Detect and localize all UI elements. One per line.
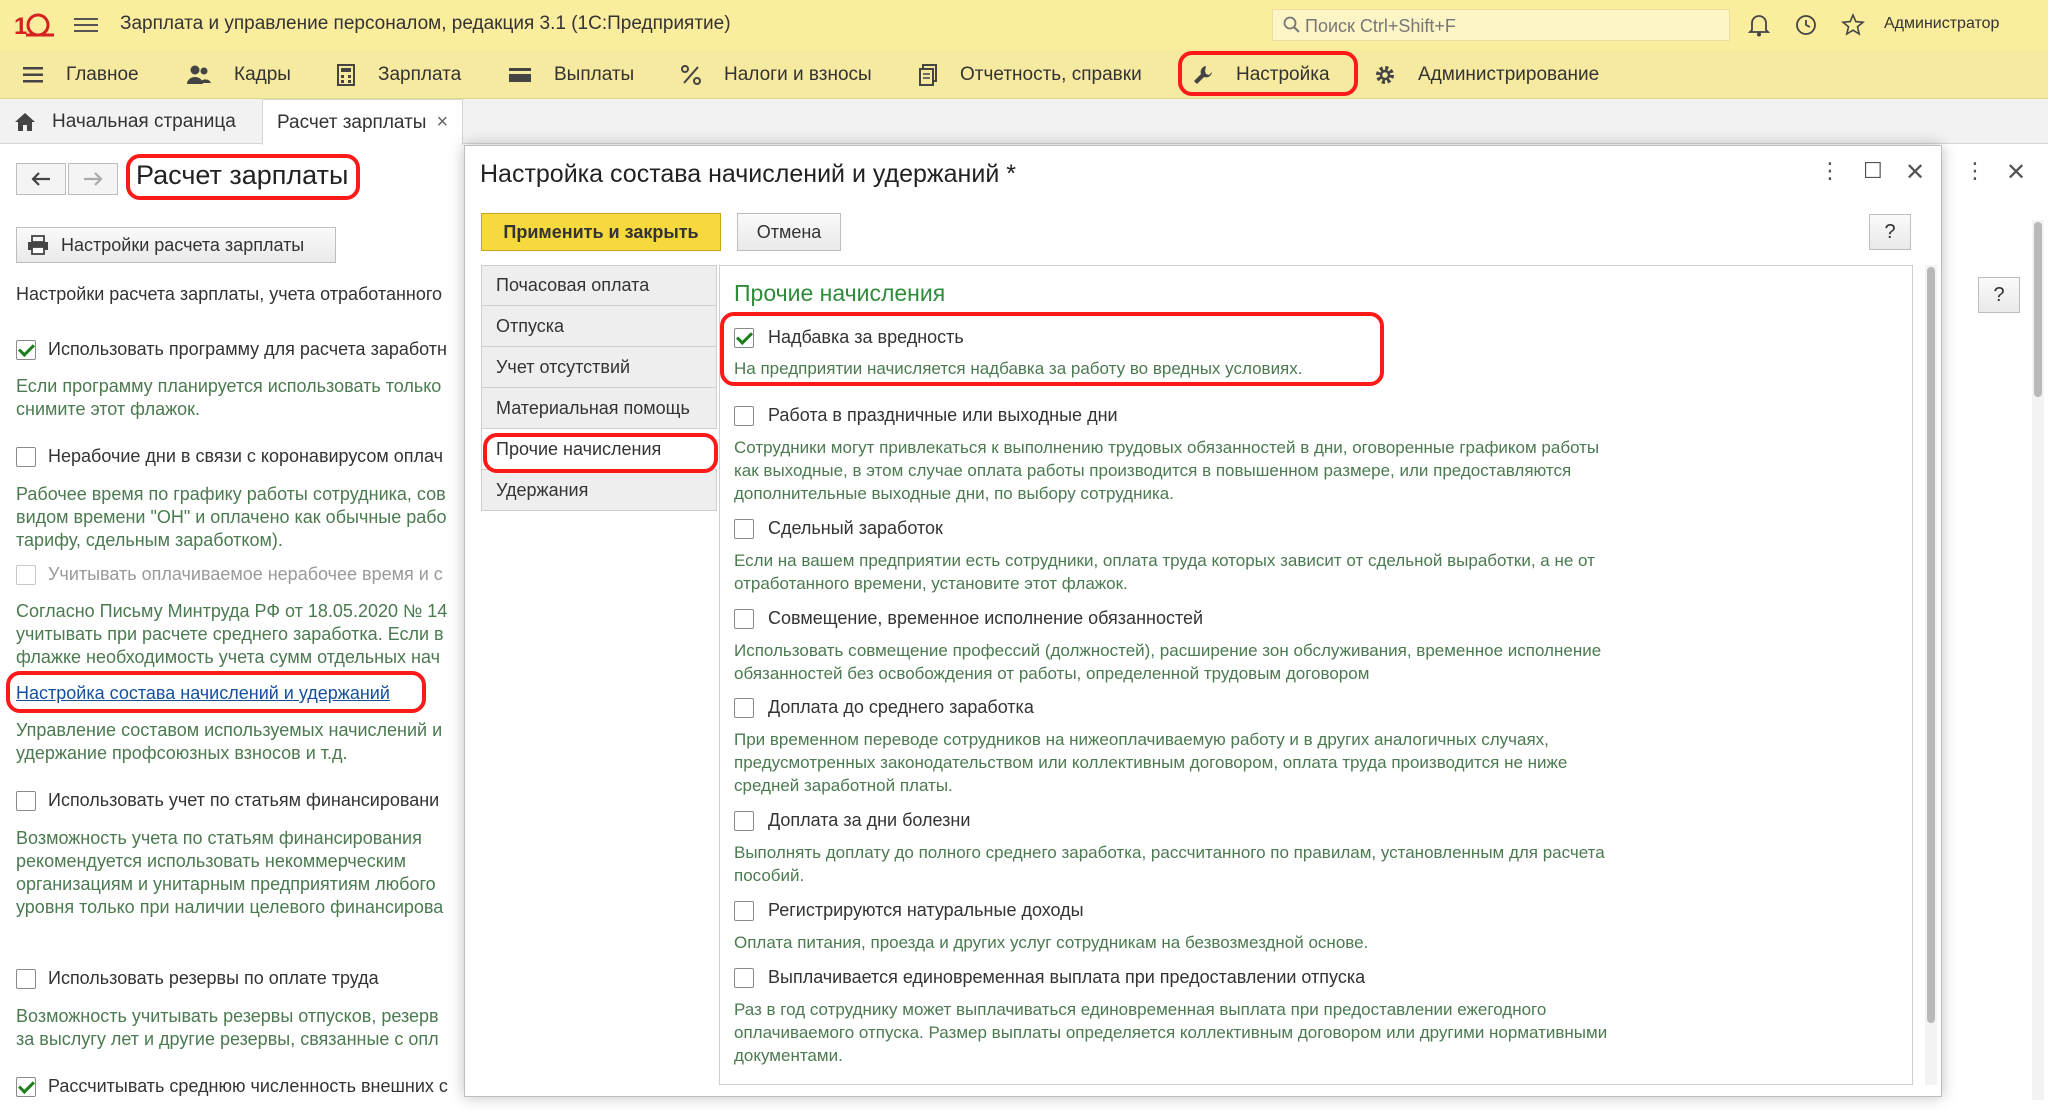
section-admin[interactable]	[1374, 50, 1599, 99]
printer-icon	[27, 235, 49, 255]
financing-desc: рекомендуется использовать некоммерческим	[16, 851, 407, 871]
vacation-lump-sum-checkbox[interactable]	[734, 968, 754, 988]
tab-deductions[interactable]: Удержания	[481, 470, 717, 511]
apply-and-close-button[interactable]: Применить и закрыть	[481, 213, 721, 251]
section-taxes[interactable]	[680, 50, 872, 99]
tab-hourly-pay[interactable]: Почасовая оплата	[481, 265, 717, 306]
paid-time-label: Учитывать оплачиваемое нерабочее время и с	[48, 564, 443, 584]
tab-vacations[interactable]: Отпуска	[481, 306, 717, 347]
option-desc: средней заработной платы.	[734, 776, 953, 795]
option-label: Работа в праздничные или выходные дни	[768, 405, 1118, 425]
holiday-work-checkbox[interactable]	[734, 406, 754, 426]
section-main[interactable]	[22, 50, 139, 99]
use-program-desc: Если программу планируется использовать только	[16, 376, 442, 396]
scrollbar-thumb[interactable]	[2034, 222, 2042, 397]
scrollbar[interactable]	[2032, 220, 2044, 1100]
history-icon[interactable]	[1793, 12, 1819, 38]
tab-label: Начальная страница	[52, 110, 236, 132]
open-windows-bar	[0, 99, 2048, 144]
current-user[interactable]: Администратор	[1884, 15, 2000, 32]
financing-desc: Возможность учета по статьям финансирования	[16, 828, 422, 848]
option-label: Выплачивается единовременная выплата при предоставлении отпуска	[768, 967, 1366, 987]
salary-calc-form	[0, 145, 470, 1111]
gear-icon	[1374, 64, 1396, 86]
option-label: Сдельный заработок	[768, 518, 943, 538]
option-desc: Если на вашем предприятии есть сотрудники, оплата труда которых зависит от сдельной выработки, а не от	[734, 551, 1595, 570]
maximize-icon[interactable]: ☐	[1863, 158, 1883, 183]
title-bar	[0, 0, 2048, 50]
section-label: Отчетность, справки	[960, 63, 1142, 85]
button-label: Настройки расчета зарплаты	[61, 234, 305, 255]
search-icon	[1283, 16, 1301, 34]
menu-icon	[22, 65, 44, 85]
arrow-right-icon	[83, 172, 103, 186]
people-icon	[186, 64, 212, 86]
salary-settings-button[interactable]	[16, 227, 336, 263]
section-hr[interactable]	[186, 50, 291, 99]
tab-salary-calc[interactable]	[262, 99, 463, 145]
app-title: Зарплата и управление персоналом, редакция 3.1 (1С:Предприятие)	[120, 13, 731, 34]
section-label: Администрирование	[1418, 63, 1600, 85]
svg-text:1: 1	[14, 13, 28, 40]
tab-label: Расчет зарплаты	[277, 111, 427, 133]
use-program-checkbox[interactable]	[16, 340, 36, 360]
option-desc: Использовать совмещение профессий (должностей), расширение зон обслуживания, временное исполнение	[734, 641, 1602, 660]
section-panel	[0, 50, 2048, 99]
covid-desc: тарифу, сдельным заработком).	[16, 530, 283, 550]
percent-icon	[680, 64, 702, 86]
option-label: Регистрируются натуральные доходы	[768, 900, 1084, 920]
help-button[interactable]: ?	[1978, 277, 2020, 313]
form-title: Расчет зарплаты	[136, 160, 349, 190]
in-kind-income-checkbox[interactable]	[734, 901, 754, 921]
scrollbar-thumb[interactable]	[1927, 267, 1935, 1023]
section-label: Выплаты	[554, 63, 635, 85]
forward-button[interactable]	[68, 163, 118, 195]
covid-desc: Рабочее время по графику работы сотрудника, сов	[16, 484, 446, 504]
use-program-desc: снимите этот флажок.	[16, 399, 201, 419]
option-desc: оплачиваемого отпуска. Размер выплаты определяется коллективным договором или другими нормативными	[734, 1023, 1608, 1042]
financing-desc: организациям и унитарным предприятиям любого	[16, 874, 436, 894]
search-placeholder: Поиск Ctrl+Shift+F	[1305, 16, 1456, 36]
more-icon[interactable]: ⋮	[1819, 158, 1841, 183]
covid-desc: видом времени "ОН" и оплачено как обычные рабо	[16, 507, 447, 527]
sick-days-topup-checkbox[interactable]	[734, 811, 754, 831]
close-icon[interactable]: ✕	[1905, 159, 1926, 186]
dialog-title: Настройка состава начислений и удержаний *	[480, 160, 1016, 188]
section-label: Главное	[66, 63, 139, 85]
close-tab-icon[interactable]: ×	[436, 111, 449, 133]
tab-other-accruals[interactable]: Прочие начисления	[481, 429, 717, 470]
arrow-left-icon	[31, 172, 51, 186]
paid-time-checkbox[interactable]	[16, 565, 36, 585]
section-label: Зарплата	[378, 63, 462, 85]
options-panel	[719, 265, 1913, 1085]
combination-checkbox[interactable]	[734, 609, 754, 629]
option-desc: документами.	[734, 1046, 843, 1065]
reserves-desc: Возможность учитывать резервы отпусков, резерв	[16, 1006, 439, 1026]
category-tabs	[481, 265, 717, 511]
option-desc: обязанностей без освобождения от работы, определенной трудовым договором	[734, 664, 1370, 683]
section-label: Кадры	[234, 63, 291, 85]
covid-label: Нерабочие дни в связи с коронавирусом оплач	[48, 446, 444, 466]
harmful-conditions-checkbox[interactable]	[734, 328, 754, 348]
help-button[interactable]: ?	[1869, 214, 1911, 250]
piecework-checkbox[interactable]	[734, 519, 754, 539]
use-program-label: Использовать программу для расчета заработн	[48, 339, 447, 359]
option-desc: Раз в год сотруднику может выплачиваться единовременная выплата при предоставлении ежегодного	[734, 1000, 1547, 1019]
option-label: Надбавка за вредность	[768, 327, 964, 347]
avg-count-label: Рассчитывать среднюю численность внешних с	[48, 1076, 448, 1096]
card-icon	[508, 66, 532, 84]
main-menu-icon[interactable]	[74, 14, 98, 36]
accruals-setup-link[interactable]: Настройка состава начислений и удержаний	[16, 683, 390, 703]
close-icon[interactable]: ✕	[2006, 159, 2027, 186]
link-desc: Управление составом используемых начислений и	[16, 720, 443, 740]
bell-icon[interactable]	[1746, 12, 1772, 38]
letter-text: флажке необходимость учета сумм отдельных нач	[16, 647, 440, 667]
option-desc: как выходные, в этом случае оплата работы производится в повышенном размере, или предоставляются	[734, 461, 1572, 480]
section-label: Настройка	[1236, 63, 1330, 85]
option-desc: Оплата питания, проезда и других услуг сотрудникам на безвозмездной основе.	[734, 933, 1369, 952]
tab-absences[interactable]: Учет отсутствий	[481, 347, 717, 388]
reserves-label: Использовать резервы по оплате труда	[48, 968, 379, 988]
section-settings[interactable]	[1192, 50, 1330, 99]
option-desc: отработанного времени, установите этот флажок.	[734, 574, 1128, 593]
option-label: Совмещение, временное исполнение обязанностей	[768, 608, 1204, 628]
wrench-icon	[1192, 64, 1214, 86]
section-payments[interactable]	[508, 50, 634, 99]
home-icon	[14, 112, 36, 132]
option-desc: дополнительные выходные дни, по выбору сотрудника.	[734, 484, 1174, 503]
tab-home[interactable]	[14, 99, 236, 144]
accruals-settings-dialog	[464, 145, 1942, 1097]
back-button[interactable]	[16, 163, 66, 195]
dialog-scrollbar[interactable]	[1925, 265, 1937, 1085]
search-input[interactable]	[1272, 9, 1730, 41]
intro-text: Настройки расчета зарплаты, учета отработанного	[16, 284, 443, 304]
star-icon[interactable]	[1840, 12, 1866, 38]
tab-material-aid[interactable]: Материальная помощь	[481, 388, 717, 429]
section-reports[interactable]	[918, 50, 1142, 99]
section-salary[interactable]	[336, 50, 461, 99]
1c-logo-icon[interactable]	[12, 9, 56, 41]
option-desc: Выполнять доплату до полного среднего заработка, рассчитанного по правилам, установленным для расчета	[734, 843, 1605, 862]
letter-text: учитывать при расчете среднего заработка. Если в	[16, 624, 444, 644]
avg-earnings-topup-checkbox[interactable]	[734, 698, 754, 718]
cancel-button[interactable]: Отмена	[737, 213, 841, 251]
reserves-desc: за выслугу лет и другие резервы, связанные с опл	[16, 1029, 439, 1049]
avg-count-checkbox[interactable]	[16, 1077, 36, 1097]
report-icon	[918, 64, 938, 86]
option-desc: На предприятии начисляется надбавка за работу во вредных условиях.	[734, 359, 1303, 378]
section-heading: Прочие начисления	[734, 280, 946, 306]
option-label: Доплата до среднего заработка	[768, 697, 1034, 717]
section-label: Налоги и взносы	[724, 63, 872, 85]
financing-label: Использовать учет по статьям финансировани	[48, 790, 440, 810]
financing-desc: уровня только при наличии целевого финансирова	[16, 897, 444, 917]
link-desc: удержание профсоюзных взносов и т.д.	[16, 743, 348, 763]
option-desc: Сотрудники могут привлекаться к выполнению трудовых обязанностей в дни, оговоренные графиком работы	[734, 438, 1600, 457]
covid-checkbox[interactable]	[16, 447, 36, 467]
calculator-icon	[336, 64, 356, 86]
option-desc: пособий.	[734, 866, 805, 885]
option-desc: При временном переводе сотрудников на нижеоплачиваемую работу и в других аналогичных случаях,	[734, 730, 1549, 749]
financing-checkbox[interactable]	[16, 791, 36, 811]
reserves-checkbox[interactable]	[16, 969, 36, 989]
option-label: Доплата за дни болезни	[768, 810, 971, 830]
letter-text: Согласно Письму Минтруда РФ от 18.05.2020 № 14	[16, 601, 448, 621]
option-desc: предусмотренных законодательством или коллективным договором, оплата труда производится не ниже	[734, 753, 1568, 772]
more-icon[interactable]: ⋮	[1964, 158, 1986, 183]
